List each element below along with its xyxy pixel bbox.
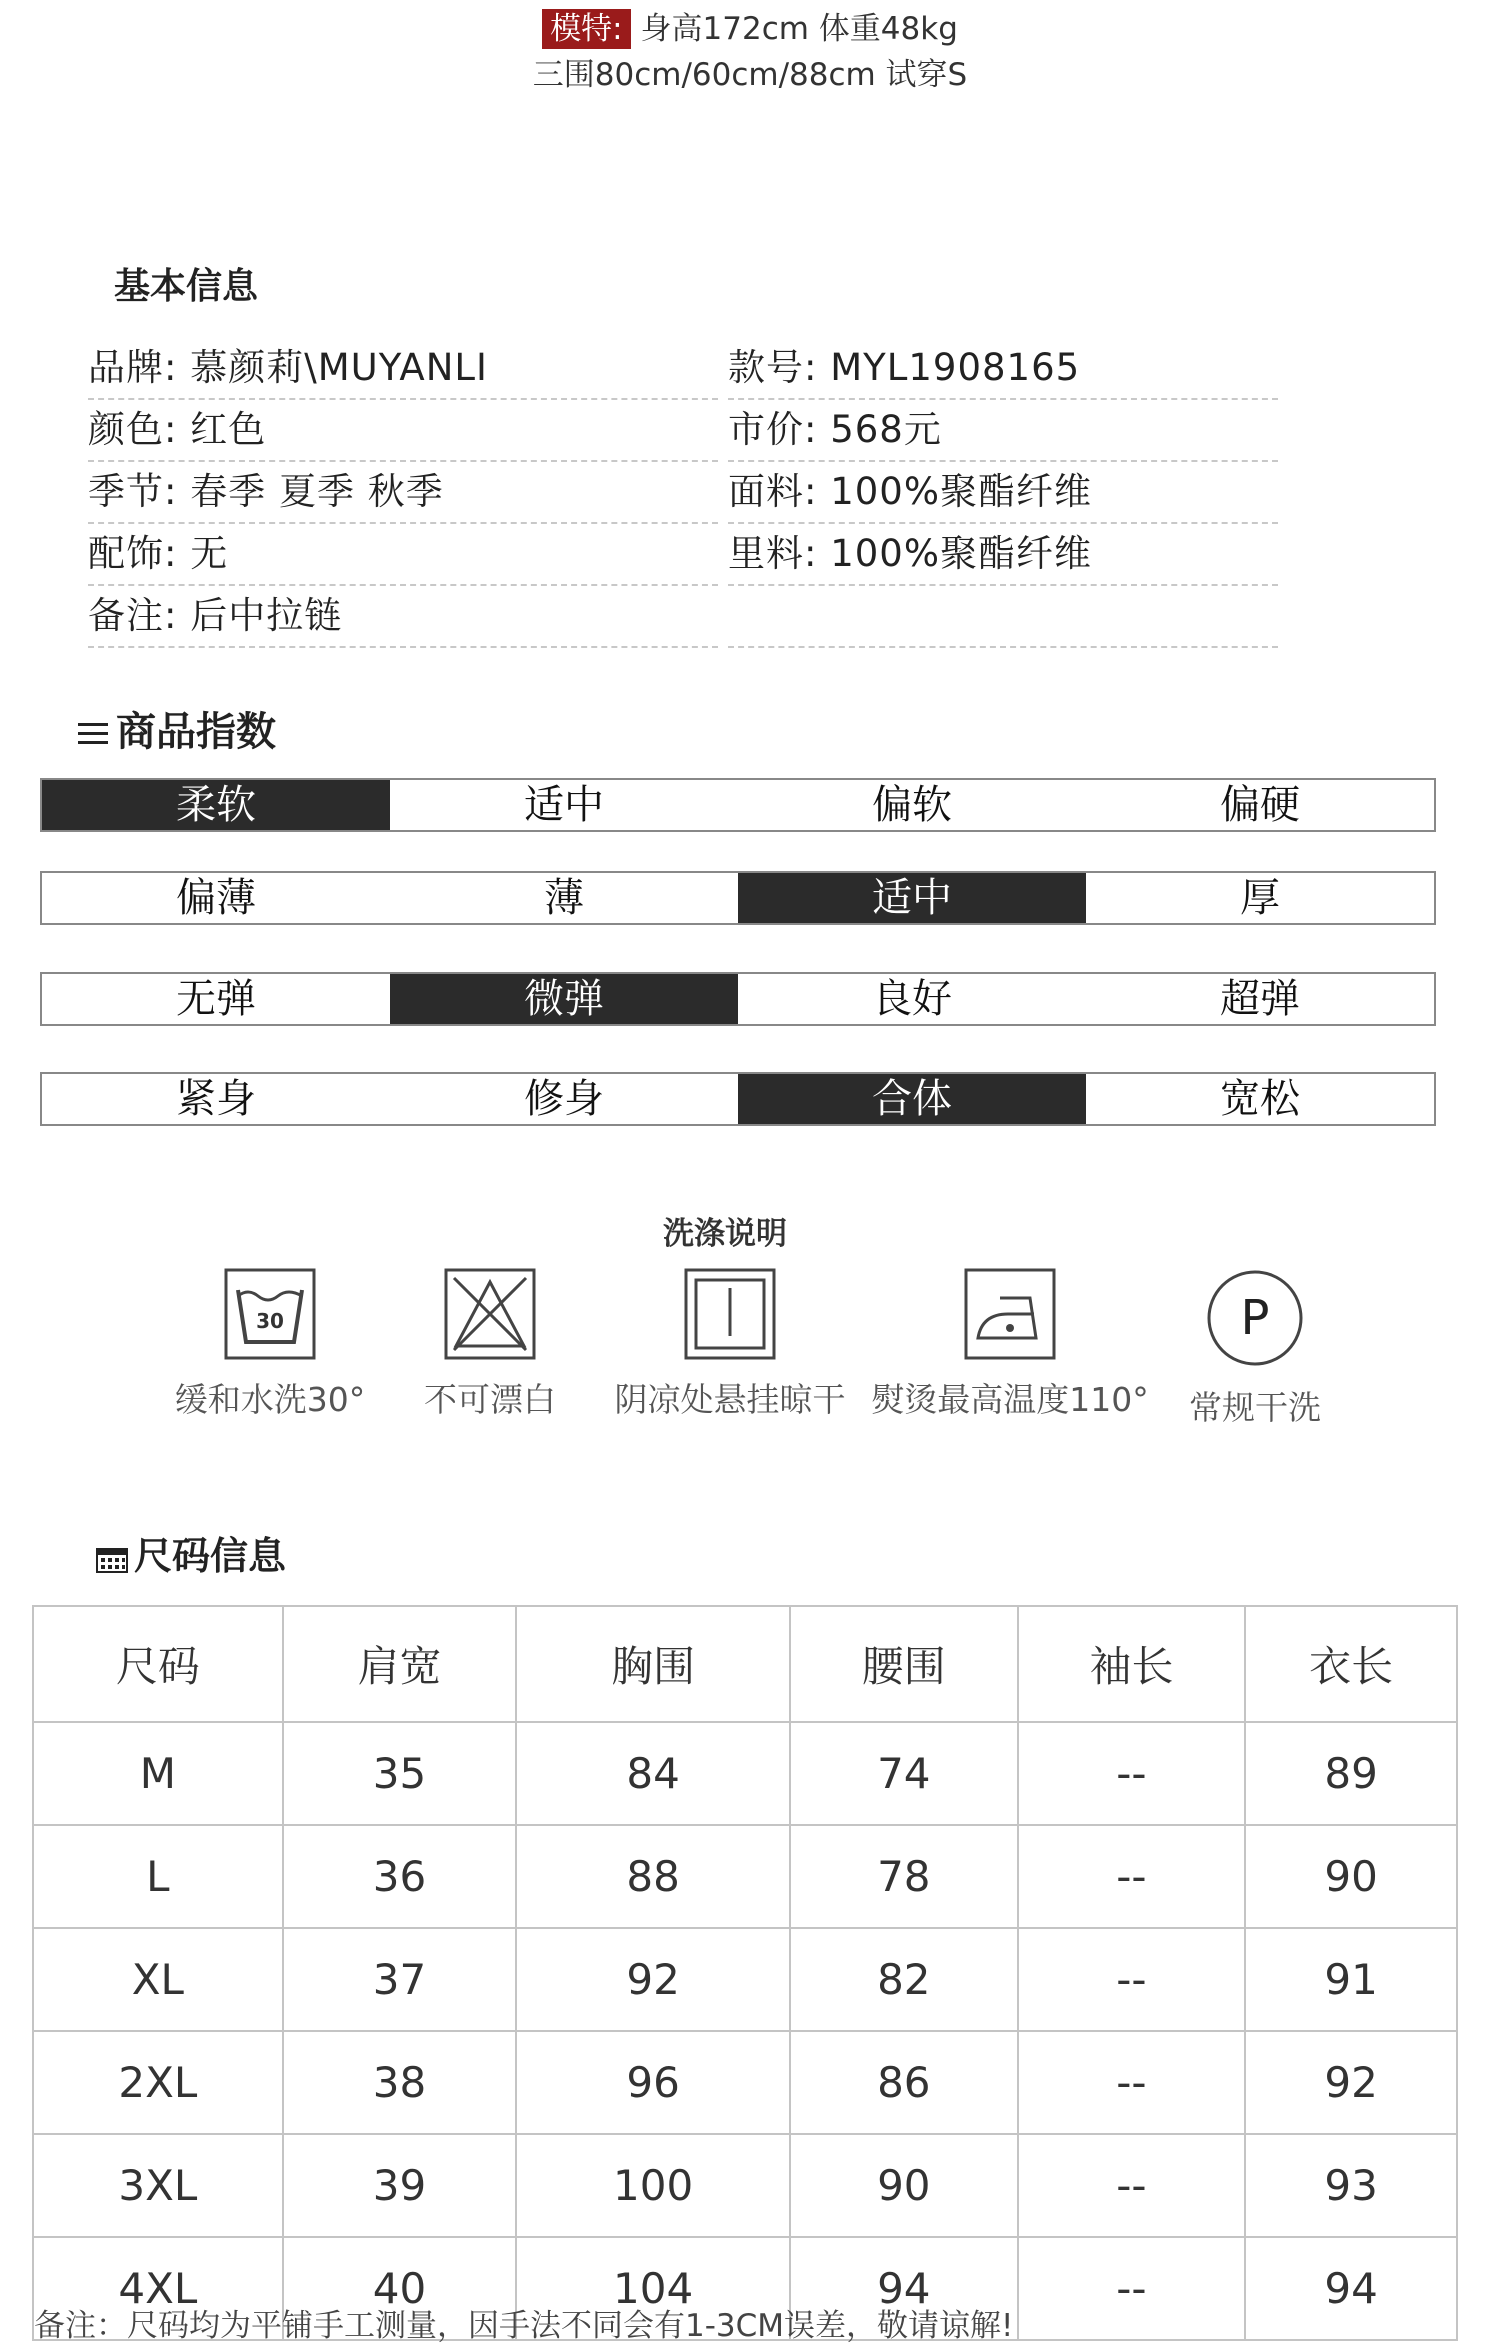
size-cell: 84 — [516, 1722, 790, 1825]
product-index-label: 商品指数 — [116, 709, 276, 755]
size-header-cell: 袖长 — [1018, 1606, 1246, 1722]
info-season: 季节: 春季 夏季 秋季 — [88, 470, 444, 513]
size-cell: -- — [1018, 1928, 1246, 2031]
info-fabric: 面料: 100%聚酯纤维 — [728, 470, 1093, 513]
info-lining: 里料: 100%聚酯纤维 — [728, 532, 1093, 575]
index-option: 偏硬 — [1220, 782, 1300, 828]
model-measurements: 三围80cm/60cm/88cm 试穿S — [532, 57, 968, 93]
table-row — [33, 1825, 1457, 1928]
info-row — [88, 462, 1278, 524]
size-cell: 86 — [790, 2031, 1018, 2134]
size-table-header — [33, 1606, 1457, 1722]
size-cell: 94 — [1245, 2237, 1457, 2340]
index-option: 修身 — [524, 1076, 604, 1122]
size-header-cell: 衣长 — [1245, 1606, 1457, 1722]
size-cell: -- — [1018, 1722, 1246, 1825]
index-option: 宽松 — [1220, 1076, 1300, 1122]
index-option: 偏软 — [872, 782, 952, 828]
size-cell: -- — [1018, 2237, 1246, 2340]
index-option-selected: 柔软 — [42, 780, 390, 830]
size-cell: 4XL — [33, 2237, 283, 2340]
size-header-cell: 胸围 — [516, 1606, 790, 1722]
wash-label: 常规干洗 — [1189, 1388, 1321, 1427]
wash-label: 熨烫最高温度110° — [871, 1380, 1149, 1419]
index-bar — [40, 778, 1436, 832]
size-cell: 2XL — [33, 2031, 283, 2134]
size-info-label: 尺码信息 — [134, 1534, 287, 1578]
size-cell: -- — [1018, 2031, 1246, 2134]
index-option-selected: 合体 — [738, 1074, 1086, 1124]
size-cell: 96 — [516, 2031, 790, 2134]
index-option: 无弹 — [176, 976, 256, 1022]
size-cell: 92 — [1245, 2031, 1457, 2134]
index-option-selected: 适中 — [738, 873, 1086, 923]
size-cell: 93 — [1245, 2134, 1457, 2237]
size-cell: 104 — [516, 2237, 790, 2340]
index-option: 适中 — [524, 782, 604, 828]
model-height-weight: 身高172cm 体重48kg — [640, 11, 958, 47]
wash-label: 缓和水洗30° — [174, 1380, 366, 1419]
table-row — [33, 1928, 1457, 2031]
size-cell: 90 — [790, 2134, 1018, 2237]
size-cell: M — [33, 1722, 283, 1825]
line-dry-shade-icon — [684, 1268, 776, 1360]
size-cell: 3XL — [33, 2134, 283, 2237]
model-info — [0, 6, 1500, 98]
size-cell: 90 — [1245, 1825, 1457, 1928]
size-cell: 92 — [516, 1928, 790, 2031]
info-row — [88, 338, 1278, 400]
index-bar — [40, 871, 1436, 925]
calendar-icon — [96, 1545, 128, 1573]
size-cell: 100 — [516, 2134, 790, 2237]
info-price: 市价: 568元 — [728, 408, 942, 451]
info-row — [88, 400, 1278, 462]
table-row — [33, 1722, 1457, 1825]
dry-clean-p-icon — [1205, 1268, 1305, 1368]
size-cell: 40 — [283, 2237, 517, 2340]
washing-title: 洗涤说明 — [663, 1216, 787, 1252]
size-cell: 89 — [1245, 1722, 1457, 1825]
info-brand: 品牌: 慕颜莉\MUYANLI — [88, 346, 488, 389]
size-cell: 74 — [790, 1722, 1018, 1825]
size-cell: 36 — [283, 1825, 517, 1928]
size-cell: -- — [1018, 1825, 1246, 1928]
size-cell: -- — [1018, 2134, 1246, 2237]
size-info-title — [96, 1525, 286, 1580]
divider — [88, 646, 718, 648]
index-option: 良好 — [872, 976, 952, 1022]
info-remark: 备注: 后中拉链 — [88, 594, 343, 637]
wash-item-line-dry — [600, 1268, 860, 1421]
dry-clean-letter: P — [1240, 1290, 1270, 1346]
size-cell: 88 — [516, 1825, 790, 1928]
size-cell: L — [33, 1825, 283, 1928]
size-cell: 37 — [283, 1928, 517, 2031]
wash-item-30 — [160, 1268, 380, 1421]
size-cell: 91 — [1245, 1928, 1457, 2031]
model-tag: 模特: — [542, 9, 630, 49]
wash-label: 阴凉处悬挂晾干 — [614, 1380, 846, 1419]
index-option: 薄 — [544, 875, 584, 921]
size-cell: 35 — [283, 1722, 517, 1825]
wash-item-no-bleach — [390, 1268, 590, 1421]
index-option: 偏薄 — [176, 875, 256, 921]
size-cell: 78 — [790, 1825, 1018, 1928]
wash-30-icon — [224, 1268, 316, 1360]
size-cell: 39 — [283, 2134, 517, 2237]
size-note: 备注：尺码均为平铺手工测量，因手法不同会有1-3CM误差，敬请谅解! — [34, 2308, 1014, 2344]
wash-item-dry-clean — [1160, 1268, 1350, 1429]
index-bar — [40, 1072, 1436, 1126]
model-line-1 — [0, 6, 1500, 52]
size-cell: 38 — [283, 2031, 517, 2134]
size-cell: XL — [33, 1928, 283, 2031]
size-cell: 82 — [790, 1928, 1018, 2031]
info-style-no: 款号: MYL1908165 — [728, 346, 1081, 389]
list-icon — [78, 721, 108, 747]
table-row — [33, 2134, 1457, 2237]
index-option: 厚 — [1240, 875, 1280, 921]
info-accessory: 配饰: 无 — [88, 532, 229, 575]
wash-item-iron — [870, 1268, 1150, 1421]
index-option: 超弹 — [1220, 976, 1300, 1022]
wash-label: 不可漂白 — [424, 1380, 556, 1419]
table-row — [33, 2031, 1457, 2134]
index-bar — [40, 972, 1436, 1026]
info-row — [88, 524, 1278, 586]
info-row — [88, 586, 1278, 648]
iron-icon — [964, 1268, 1056, 1360]
size-cell: 94 — [790, 2237, 1018, 2340]
divider — [728, 646, 1278, 648]
size-header-cell: 腰围 — [790, 1606, 1018, 1722]
size-table — [32, 1605, 1458, 2341]
index-option: 紧身 — [176, 1076, 256, 1122]
wash-temp-text: 30 — [256, 1309, 284, 1333]
no-bleach-icon — [444, 1268, 536, 1360]
basic-info-title: 基本信息 — [114, 266, 259, 307]
index-option-selected: 微弹 — [390, 974, 738, 1024]
size-header-cell: 肩宽 — [283, 1606, 517, 1722]
product-index-title — [78, 700, 276, 757]
info-color: 颜色: 红色 — [88, 408, 267, 451]
size-header-cell: 尺码 — [33, 1606, 283, 1722]
